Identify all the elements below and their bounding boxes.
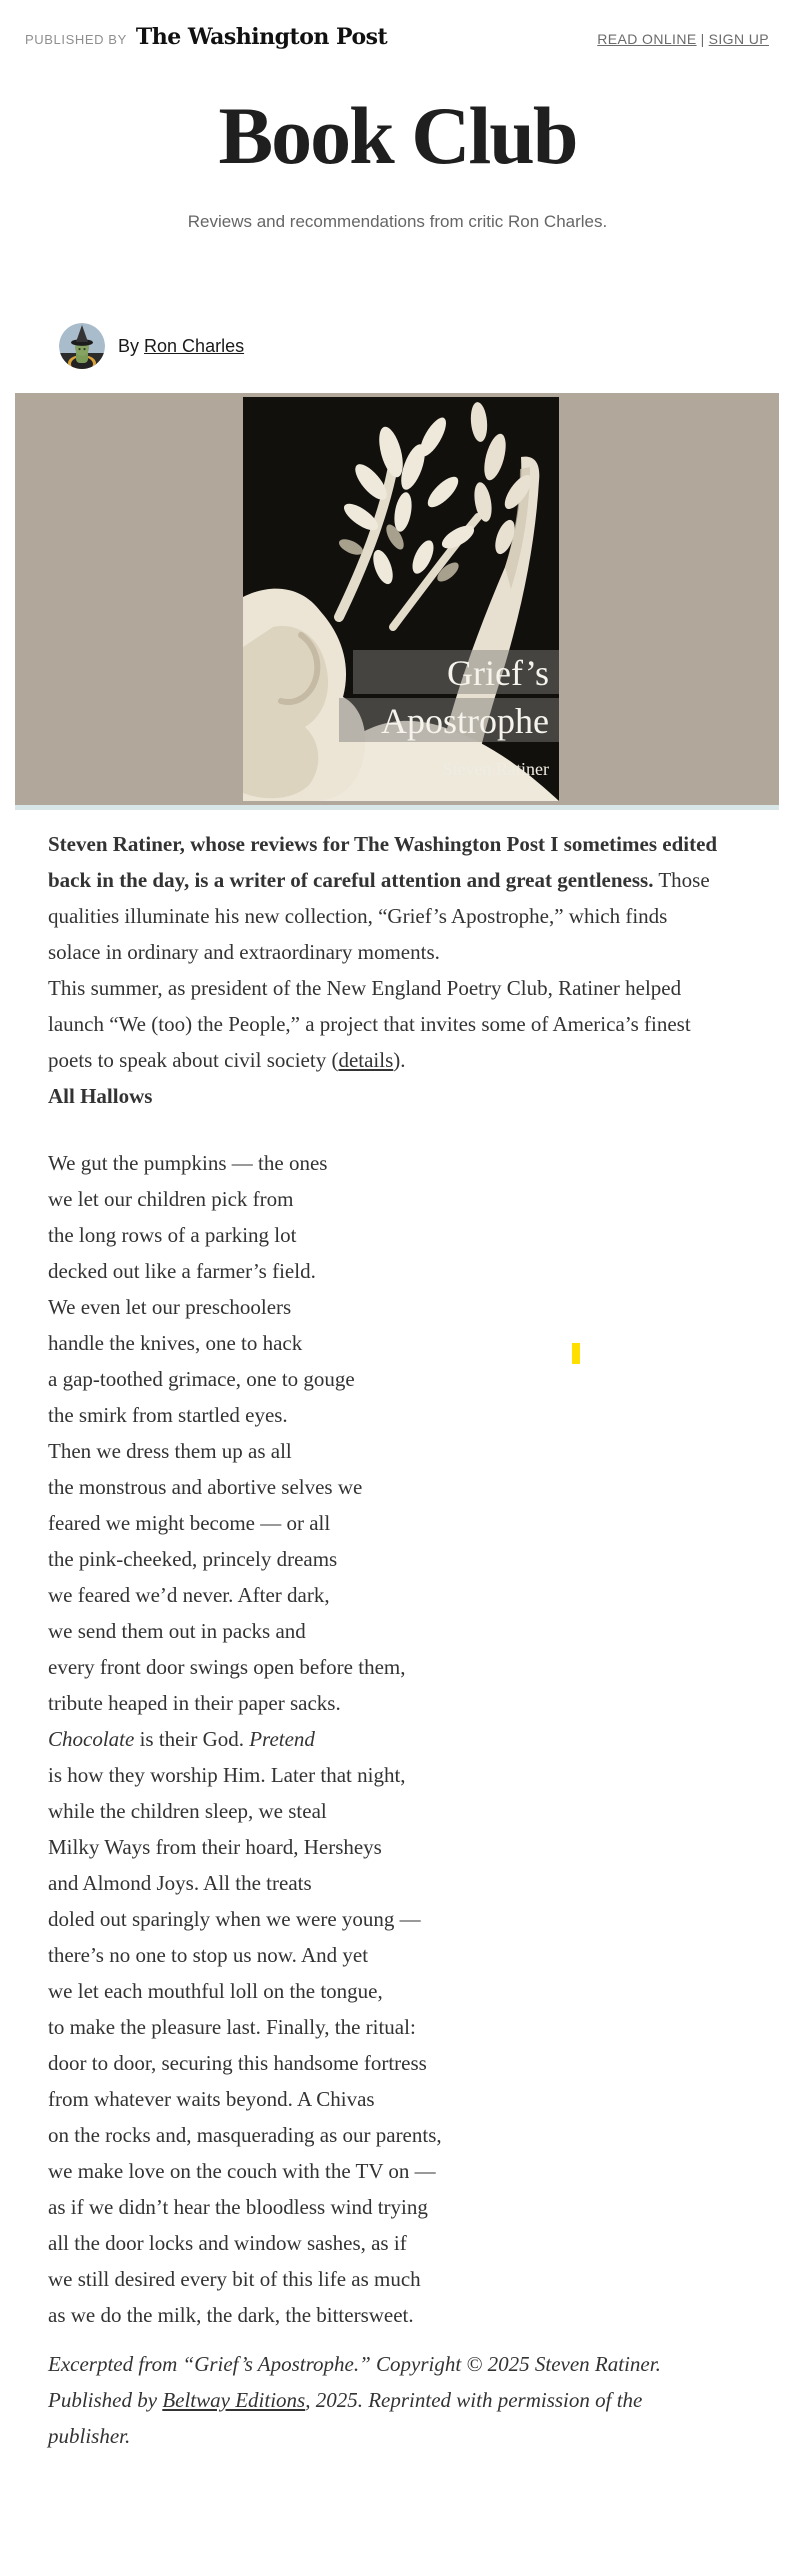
top-bar — [25, 24, 769, 50]
poem-line: Milky Ways from their hoard, Hersheys — [48, 1835, 382, 1859]
byline-prefix: By — [118, 335, 140, 356]
lead-paragraph — [48, 826, 718, 970]
poem-line: to make the pleasure last. Finally, the ritual: — [48, 2015, 416, 2039]
poem — [48, 1145, 718, 2333]
poem-line: as if we didn’t hear the bloodless wind trying — [48, 2195, 428, 2219]
poem-line: handle the knives, one to hack — [48, 1331, 303, 1355]
avatar-witch-illustration — [59, 323, 105, 369]
washington-post-logo: The Washington Post — [135, 24, 388, 50]
book-cover — [243, 397, 559, 801]
byline-text — [118, 336, 244, 357]
published-by-label: PUBLISHED BY — [25, 32, 127, 47]
poem-line: we still desired every bit of this life as much — [48, 2267, 421, 2291]
copyright-text-end: , 2025. Reprinted with permission of the publisher. — [48, 2388, 643, 2448]
page-subtitle: Reviews and recommendations from critic Ron Charles. — [187, 212, 608, 231]
second-paragraph-text: This summer, as president of the New England Poetry Club, Ratiner helped launch “We (too) the People,” a project that invites some of America’s finest poets to speak about civil society ( — [48, 976, 691, 1072]
poem-line: is how they worship Him. Later that night, — [48, 1763, 406, 1787]
poem-line: doled out sparingly when we were young — — [48, 1907, 421, 1931]
poem-line: from whatever waits beyond. A Chivas — [48, 2087, 375, 2111]
poem-line: Then we dress them up as all — [48, 1439, 292, 1463]
poem-line: decked out like a farmer’s field. — [48, 1259, 316, 1283]
poem-line: the pink-cheeked, princely dreams — [48, 1547, 338, 1571]
cover-title-line2: Apostrophe — [339, 698, 559, 742]
lead-bold-text: Steven Ratiner, whose reviews for The Washington Post I sometimes edited back in the day, is a writer of careful attention and great gentleness. — [48, 832, 718, 892]
second-paragraph-end: ). — [393, 1048, 406, 1072]
top-links — [597, 31, 769, 47]
sign-up-link[interactable]: SIGN UP — [708, 31, 769, 47]
poem-line: door to door, securing this handsome fortress — [48, 2051, 427, 2075]
author-avatar — [59, 323, 105, 369]
poem-line: Chocolate is their God. Pretend — [48, 1727, 315, 1751]
poem-line: we let each mouthful loll on the tongue, — [48, 1979, 383, 2003]
author-link[interactable]: Ron Charles — [144, 335, 245, 356]
poem-line: on the rocks and, masquerading as our parents, — [48, 2123, 442, 2147]
byline — [59, 323, 244, 369]
cover-title-line1: Grief’s — [353, 650, 559, 694]
poem-line: We even let our preschoolers — [48, 1295, 292, 1319]
poem-line: we feared we’d never. After dark, — [48, 1583, 330, 1607]
poem-title: All Hallows — [48, 1084, 153, 1108]
poem-line: feared we might become — or all — [48, 1511, 331, 1535]
page-title: Book Club — [218, 90, 577, 181]
second-paragraph — [48, 970, 718, 1078]
lead-rest-text: Those qualities illuminate his new collection, “Grief’s Apostrophe,” which finds solace in ordinary and extraordinary moments. — [48, 868, 710, 964]
details-link[interactable]: details — [338, 1048, 394, 1072]
poem-line: while the children sleep, we steal — [48, 1799, 327, 1823]
poem-line: the monstrous and abortive selves we — [48, 1475, 363, 1499]
poem-line: tribute heaped in their paper sacks. — [48, 1691, 341, 1715]
poem-line: the long rows of a parking lot — [48, 1223, 297, 1247]
cover-author: Steven Ratiner — [442, 759, 549, 779]
poem-line: the smirk from startled eyes. — [48, 1403, 288, 1427]
hero-bottom-strip — [15, 805, 779, 810]
poem-line: every front door swings open before them, — [48, 1655, 406, 1679]
top-links-separator: | — [700, 31, 705, 47]
poem-line: as we do the milk, the dark, the bittersweet. — [48, 2303, 414, 2327]
poem-line: all the door locks and window sashes, as if — [48, 2231, 407, 2255]
copyright-text-start: Excerpted from “Grief’s Apostrophe.” Copyright © 2025 Steven Ratiner. Published by — [48, 2352, 661, 2412]
published-by-group — [25, 24, 387, 50]
read-online-link[interactable]: READ ONLINE — [597, 31, 697, 47]
beltway-editions-link[interactable]: Beltway Editions — [162, 2388, 306, 2412]
poem-line: a gap-toothed grimace, one to gouge — [48, 1367, 355, 1391]
poem-line: we let our children pick from — [48, 1187, 294, 1211]
poem-line: we send them out in packs and — [48, 1619, 306, 1643]
poem-line: we make love on the couch with the TV on — — [48, 2159, 436, 2183]
copyright-note — [48, 2346, 718, 2454]
poem-line: there’s no one to stop us now. And yet — [48, 1943, 369, 1967]
article-body — [48, 826, 718, 2454]
hero-image — [15, 393, 779, 810]
poem-line: We gut the pumpkins — the ones — [48, 1151, 328, 1175]
poem-line: and Almond Joys. All the treats — [48, 1871, 312, 1895]
